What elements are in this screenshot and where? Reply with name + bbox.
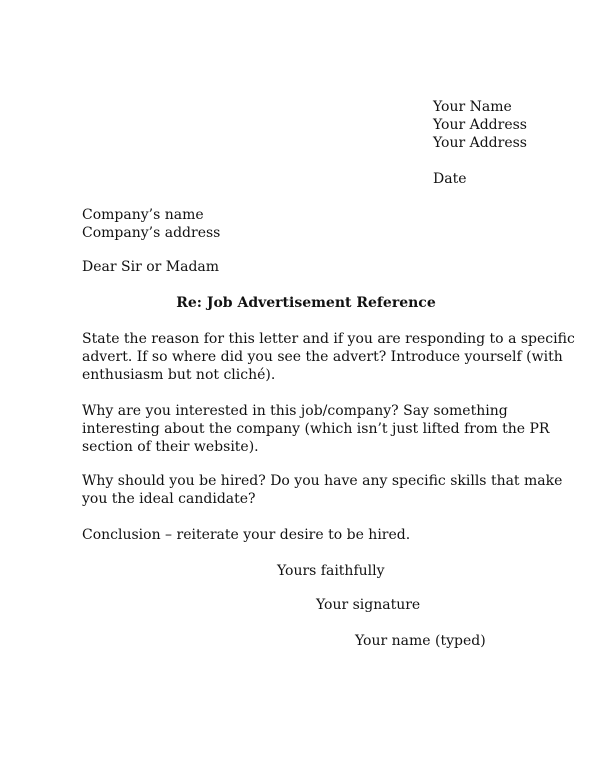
sender-name: Your Name (433, 99, 512, 115)
paragraph-line: Why should you be hired? Do you have any specific skills that make (82, 473, 563, 489)
paragraph-line: State the reason for this letter and if you are responding to a specific (82, 331, 575, 347)
recipient-company-name: Company’s name (82, 207, 204, 223)
letter-date: Date (433, 171, 467, 187)
typed-name: Your name (typed) (355, 633, 486, 649)
valediction: Yours faithfully (277, 563, 385, 579)
salutation: Dear Sir or Madam (82, 259, 220, 275)
paragraph-line: section of their website). (82, 439, 259, 455)
paragraph-line: interesting about the company (which isn’t just lifted from the PR (82, 421, 550, 437)
body-paragraph-1 (82, 330, 575, 384)
paragraph-line: enthusiasm but not cliché). (82, 367, 276, 383)
signature: Your signature (316, 597, 421, 613)
body-paragraph-3 (82, 472, 563, 508)
paragraph-line: you the ideal candidate? (82, 491, 256, 507)
body-paragraph-2 (82, 402, 550, 456)
subject-line: Re: Job Advertisement Reference (176, 295, 436, 311)
paragraph-line: Why are you interested in this job/company? Say something (82, 403, 508, 419)
recipient-company-address: Company’s address (82, 225, 221, 241)
sender-address-line-2: Your Address (433, 135, 527, 151)
paragraph-line: advert. If so where did you see the advert? Introduce yourself (with (82, 349, 563, 365)
sender-address-line-1: Your Address (433, 117, 527, 133)
conclusion-paragraph: Conclusion – reiterate your desire to be hired. (82, 527, 411, 543)
